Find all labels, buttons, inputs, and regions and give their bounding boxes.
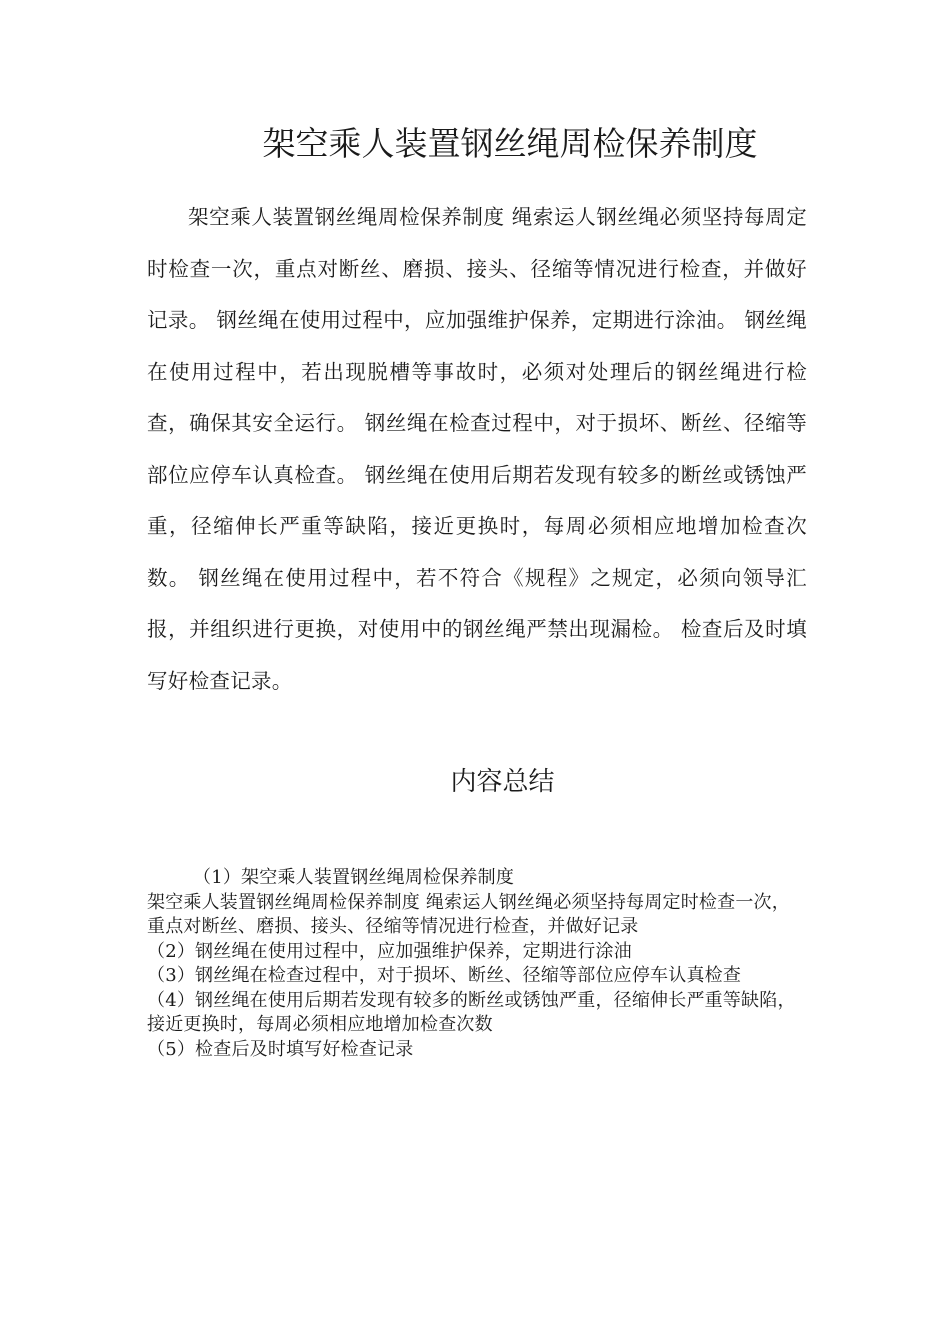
document-body-paragraph: 架空乘人装置钢丝绳周检保养制度 绳索运人钢丝绳必须坚持每周定时检查一次，重点对断丝、磨损、接头、径缩等情况进行检查，并做好记录。 钢丝绳在使用过程中，应加强维护保养，定期进行涂油。 钢丝绳在使用过程中，若出现脱槽等事故时，必须对处理后的钢丝绳进行检查，确保其安全运行。 钢丝绳在检查过程中，对于损坏、断丝、径缩等部位应停车认真检查。 钢丝绳在使用后期若发现有较多的断丝或锈蚀严重，径缩伸长严重等缺陷，接近更换时，每周必须相应地增加检查次数。 钢丝绳在使用过程中，若不符合《规程》之规定，必须向领导汇报，并组织进行更换，对使用中的钢丝绳严禁出现漏检。 检查后及时填写好检查记录。 [147, 205, 807, 693]
summary-item: （5）检查后及时填写好检查记录 [147, 1038, 414, 1060]
summary-list [147, 866, 807, 1062]
summary-item: （2）钢丝绳在使用过程中，应加强维护保养，定期进行涂油 [147, 940, 632, 962]
summary-heading: 内容总结 [450, 767, 555, 797]
summary-item: （3）钢丝绳在检查过程中，对于损坏、断丝、径缩等部位应停车认真检查 [147, 965, 742, 986]
summary-item: （4）钢丝绳在使用后期若发现有较多的断丝或锈蚀严重，径缩伸长严重等缺陷，接近更换时，每周必须相应地增加检查次数 [147, 989, 796, 1035]
document-title: 架空乘人装置钢丝绳周检保养制度 [262, 124, 758, 163]
summary-item: 架空乘人装置钢丝绳周检保养制度 绳索运人钢丝绳必须坚持每周定时检查一次，重点对断丝、磨损、接头、径缩等情况进行检查，并做好记录 [147, 891, 790, 937]
summary-item: （1）架空乘人装置钢丝绳周检保养制度 [193, 867, 515, 888]
